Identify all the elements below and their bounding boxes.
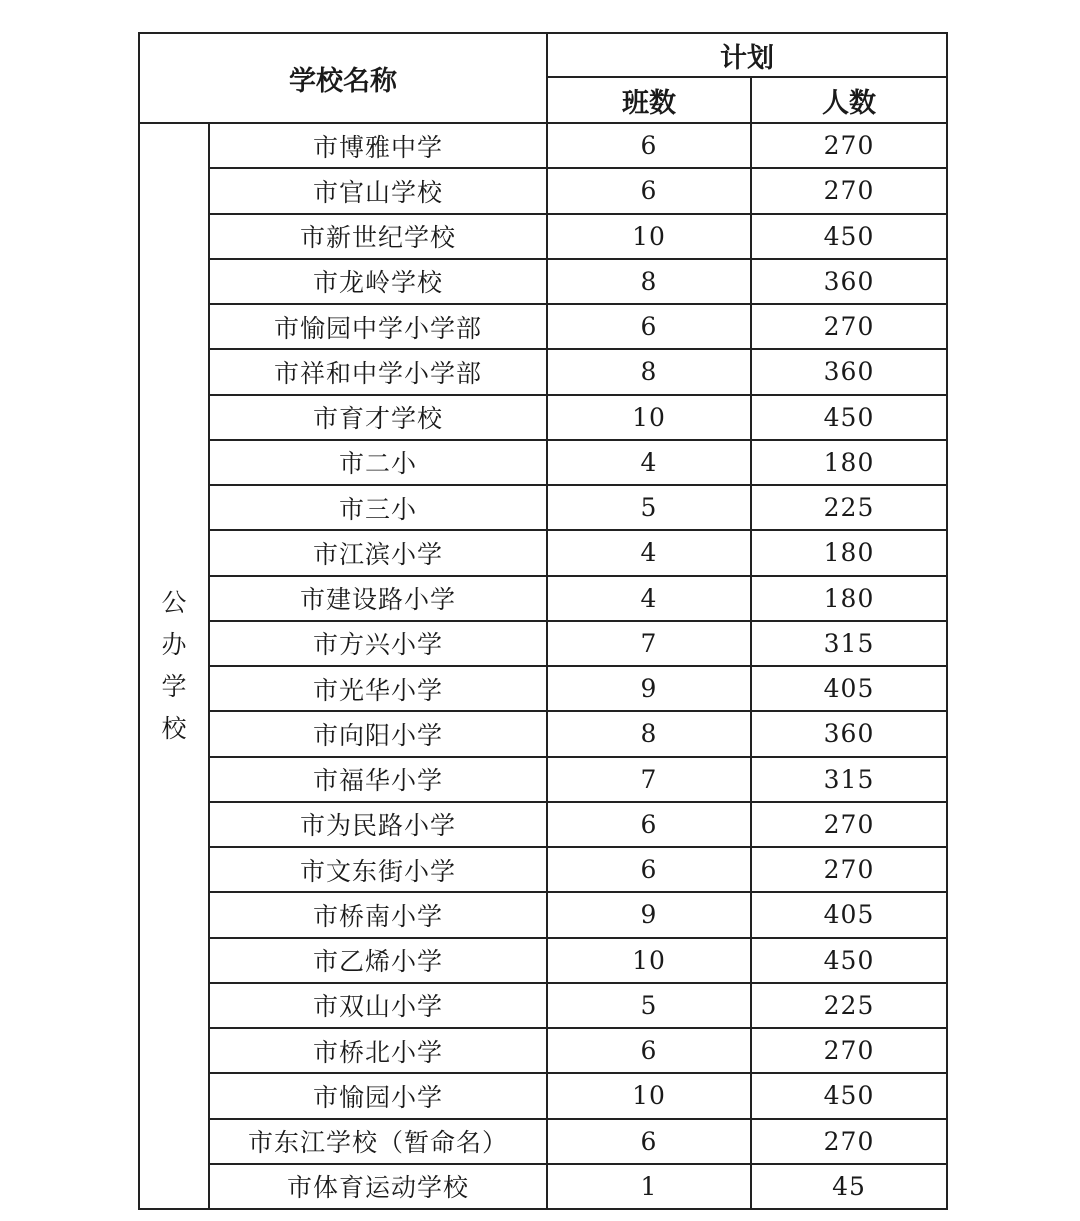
table-row bbox=[139, 711, 947, 756]
classes-cell: 6 bbox=[547, 1028, 751, 1073]
school-name-cell: 市龙岭学校 bbox=[209, 259, 547, 304]
table-row bbox=[139, 666, 947, 711]
classes-cell: 1 bbox=[547, 1164, 751, 1209]
header-plan: 计划 bbox=[547, 33, 947, 77]
people-cell: 360 bbox=[751, 259, 947, 304]
enrollment-plan-table bbox=[138, 32, 948, 1210]
school-name-cell: 市博雅中学 bbox=[209, 123, 547, 168]
school-name-cell: 市二小 bbox=[209, 440, 547, 485]
classes-cell: 5 bbox=[547, 983, 751, 1028]
table-row bbox=[139, 1164, 947, 1209]
people-cell: 270 bbox=[751, 304, 947, 349]
school-name-cell: 市愉园中学小学部 bbox=[209, 304, 547, 349]
table-row bbox=[139, 621, 947, 666]
school-name-cell: 市官山学校 bbox=[209, 168, 547, 213]
table-row bbox=[139, 123, 947, 168]
school-name-cell: 市三小 bbox=[209, 485, 547, 530]
table-row bbox=[139, 938, 947, 983]
table-row bbox=[139, 440, 947, 485]
classes-cell: 4 bbox=[547, 440, 751, 485]
classes-cell: 8 bbox=[547, 349, 751, 394]
classes-cell: 4 bbox=[547, 576, 751, 621]
school-name-cell: 市建设路小学 bbox=[209, 576, 547, 621]
classes-cell: 10 bbox=[547, 395, 751, 440]
people-cell: 180 bbox=[751, 530, 947, 575]
table-row bbox=[139, 530, 947, 575]
school-name-cell: 市向阳小学 bbox=[209, 711, 547, 756]
classes-cell: 4 bbox=[547, 530, 751, 575]
classes-cell: 9 bbox=[547, 666, 751, 711]
table-row bbox=[139, 1073, 947, 1118]
classes-cell: 10 bbox=[547, 1073, 751, 1118]
people-cell: 360 bbox=[751, 711, 947, 756]
people-cell: 270 bbox=[751, 847, 947, 892]
people-cell: 270 bbox=[751, 123, 947, 168]
people-cell: 450 bbox=[751, 395, 947, 440]
table-row bbox=[139, 485, 947, 530]
table-row bbox=[139, 847, 947, 892]
school-name-cell: 市体育运动学校 bbox=[209, 1164, 547, 1209]
classes-cell: 8 bbox=[547, 259, 751, 304]
classes-cell: 7 bbox=[547, 621, 751, 666]
school-name-cell: 市光华小学 bbox=[209, 666, 547, 711]
people-cell: 225 bbox=[751, 983, 947, 1028]
classes-cell: 6 bbox=[547, 168, 751, 213]
people-cell: 405 bbox=[751, 892, 947, 937]
classes-cell: 5 bbox=[547, 485, 751, 530]
group-label: 公办学校 bbox=[161, 588, 187, 743]
classes-cell: 10 bbox=[547, 214, 751, 259]
people-cell: 180 bbox=[751, 440, 947, 485]
classes-cell: 10 bbox=[547, 938, 751, 983]
classes-cell: 6 bbox=[547, 1119, 751, 1164]
people-cell: 450 bbox=[751, 938, 947, 983]
table-row bbox=[139, 1119, 947, 1164]
table-row bbox=[139, 259, 947, 304]
people-cell: 315 bbox=[751, 621, 947, 666]
classes-cell: 6 bbox=[547, 847, 751, 892]
table-row bbox=[139, 304, 947, 349]
table-row bbox=[139, 168, 947, 213]
table-body bbox=[139, 123, 947, 1209]
people-cell: 180 bbox=[751, 576, 947, 621]
school-name-cell: 市福华小学 bbox=[209, 757, 547, 802]
group-label-cell bbox=[139, 123, 209, 1209]
people-cell: 450 bbox=[751, 1073, 947, 1118]
people-cell: 45 bbox=[751, 1164, 947, 1209]
school-name-cell: 市桥南小学 bbox=[209, 892, 547, 937]
header-classes: 班数 bbox=[547, 77, 751, 123]
table-row bbox=[139, 395, 947, 440]
header-school-name: 学校名称 bbox=[139, 33, 547, 123]
people-cell: 450 bbox=[751, 214, 947, 259]
school-name-cell: 市祥和中学小学部 bbox=[209, 349, 547, 394]
school-name-cell: 市江滨小学 bbox=[209, 530, 547, 575]
school-name-cell: 市育才学校 bbox=[209, 395, 547, 440]
people-cell: 270 bbox=[751, 168, 947, 213]
school-name-cell: 市双山小学 bbox=[209, 983, 547, 1028]
people-cell: 360 bbox=[751, 349, 947, 394]
people-cell: 270 bbox=[751, 802, 947, 847]
classes-cell: 9 bbox=[547, 892, 751, 937]
header-people: 人数 bbox=[751, 77, 947, 123]
school-name-cell: 市新世纪学校 bbox=[209, 214, 547, 259]
people-cell: 270 bbox=[751, 1028, 947, 1073]
table-row bbox=[139, 983, 947, 1028]
school-name-cell: 市乙烯小学 bbox=[209, 938, 547, 983]
people-cell: 405 bbox=[751, 666, 947, 711]
school-name-cell: 市愉园小学 bbox=[209, 1073, 547, 1118]
people-cell: 270 bbox=[751, 1119, 947, 1164]
people-cell: 225 bbox=[751, 485, 947, 530]
classes-cell: 6 bbox=[547, 123, 751, 168]
people-cell: 315 bbox=[751, 757, 947, 802]
classes-cell: 6 bbox=[547, 802, 751, 847]
table-row bbox=[139, 757, 947, 802]
table-row bbox=[139, 349, 947, 394]
classes-cell: 6 bbox=[547, 304, 751, 349]
table-row bbox=[139, 576, 947, 621]
classes-cell: 8 bbox=[547, 711, 751, 756]
school-name-cell: 市文东街小学 bbox=[209, 847, 547, 892]
school-name-cell: 市方兴小学 bbox=[209, 621, 547, 666]
school-name-cell: 市桥北小学 bbox=[209, 1028, 547, 1073]
classes-cell: 7 bbox=[547, 757, 751, 802]
table-row bbox=[139, 802, 947, 847]
school-name-cell: 市为民路小学 bbox=[209, 802, 547, 847]
table-row bbox=[139, 892, 947, 937]
table-row bbox=[139, 1028, 947, 1073]
school-name-cell: 市东江学校（暂命名） bbox=[209, 1119, 547, 1164]
table-row bbox=[139, 214, 947, 259]
